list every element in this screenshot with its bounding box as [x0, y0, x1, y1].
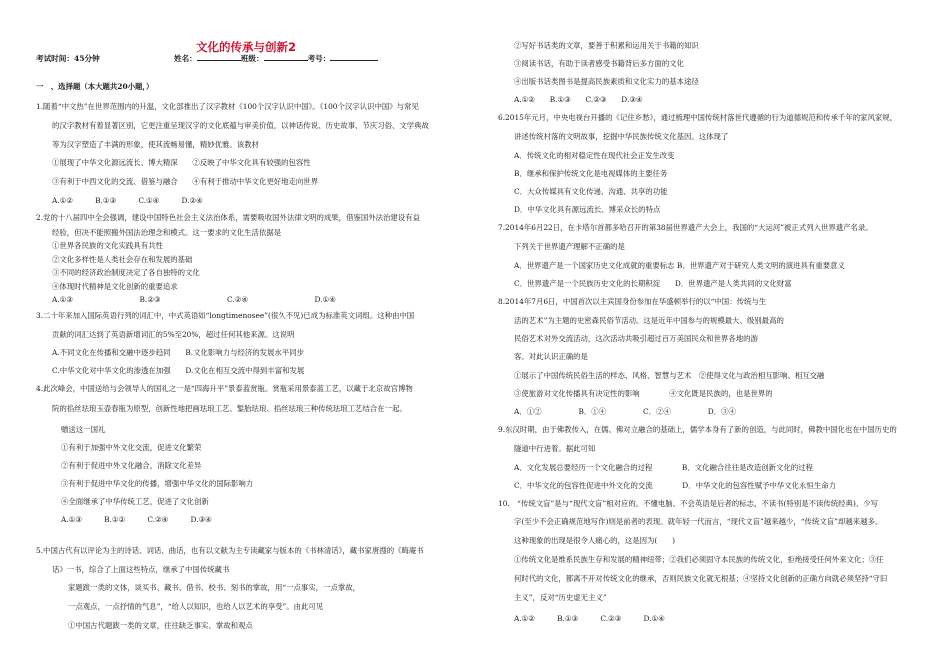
q4-statement-4: ④全面继承了中华传统工艺，促进了文化创新 [61, 497, 209, 506]
q8-stem-line1: 8.2014年7月6日，中国首次以主宾国身份参加在华盛顿举行的以“中国：传统与生 [498, 297, 767, 306]
q3-options-cd[interactable]: C.中华文化对中华文化的渗透在加强 D.文化在相互交流中得到丰富和发展 [52, 366, 305, 375]
q9-options-cd[interactable]: C．中华文化的包容性促进中外文化的交流 D．中华文化的包容性赋予中华文化永恒生命力 [514, 481, 836, 490]
q10-stem-line2: 字(至少不会正确规范地写作)则是前者的表现。就年轻一代而言，“现代文盲”越来越少，“传统文盲”却越来越多。 [514, 517, 883, 526]
q5-statement-1: ①中国古代题跋一类的文章，往往缺乏事实、掌故和观点 [68, 621, 253, 630]
student-info-row [174, 53, 378, 64]
class-blank[interactable] [264, 53, 308, 61]
q2-statement-2: ②文化多样性是人类社会存在和发展的基础 [52, 255, 193, 264]
q5-stem-line1: 5.中国古代有以评论为主的诗话、词话、曲话，也有以文献为主专读藏家与版本的《书林清话》，藏书家唐搜的《晦庵书 [36, 546, 424, 555]
q10-statements-line1: ①传统文化是维系民族生存和发展的精神纽带；②我们必须固守本民族的传统文化，拒绝接受任何外来文化；③任 [514, 555, 884, 564]
page-title: 文化的传承与创新2 [196, 40, 297, 54]
q6-stem-line1: 6.2015年元月，中央电视台开播的《记住乡愁》，通过梳理中国传统村落世代遵循的行为道德规范和传承千年的家风家规， [498, 113, 898, 122]
section-heading: 一 、选择题（本大题共20小题，） [36, 82, 154, 91]
number-label: 考号： [307, 54, 331, 63]
q2-statement-1: ①世界各民族的文化实践具有共性 [52, 241, 163, 250]
number-blank[interactable] [330, 53, 378, 61]
q5-stem-line3: 家题跋一类的文体，谈买书、藏书、借书、校书、刻书的掌故，用“一点事实，一点掌故， [68, 583, 361, 592]
name-blank[interactable] [197, 53, 241, 61]
class-label: 班级： [240, 54, 264, 63]
q5-statement-2: ②写好书话类的文章，要善于积累和运用关于书籍的知识 [514, 41, 699, 50]
q4-stem-line3: 赠送这一国礼 [61, 425, 106, 434]
q5-stem-line2: 话》一书，综合了上面这些特点，继承了中国传统藏书 [52, 565, 230, 574]
q5-statement-3: ③阅读书话，有助于读者感受书籍背后多方面的文化 [514, 59, 684, 68]
q8-statements-34: ③使旅游对文化传播具有决定性的影响 ④文化既是民族的，也是世界的 [514, 389, 773, 398]
q5-options[interactable]: A.①② B.①③ C.②③ D.③④ [514, 95, 643, 104]
q2-statement-3: ③不同的经济政治制度决定了各自独特的文化 [52, 268, 200, 277]
q7-options-ab[interactable]: A．世界遗产是一个国家历史文化成就的重要标志 B．世界遗产对于研究人类文明的演进具有重要意义 [514, 261, 845, 270]
q9-stem-line1: 9.东汉时期，由于佛教传入，在儒、佛对立融合的基础上，儒学本身有了新的创造，与此同时，佛教中国化也在中国历史的 [498, 425, 897, 434]
q3-options-ab[interactable]: A.不同文化在传播和交融中逐步趋同 B.文化影响力与经济的发展水平同步 [52, 348, 304, 357]
q8-statements-12: ①展示了中国传统民俗生活的样态、风格、智慧与艺术 ②使得文化与政治相互影响、相互交融 [514, 371, 825, 380]
name-label: 姓名： [174, 54, 197, 63]
q3-stem-line1: 3.二十年来加入国际英语行列的词汇中，中式英语如“longtimenosee”(很久不见)已成为标准英文词组。这种由中国 [36, 311, 415, 320]
q2-stem-line2: 经验，但决不能照搬外国法治理念和模式。这一要求的文化生活依据是 [52, 228, 282, 237]
q5-stem-line4: 一点观点，一点抒情的气息”，“给人以知识，也给人以艺术的享受”。由此可见 [68, 602, 324, 611]
q1-stem-line2: 的汉字教材有着显著区别，它更注重呈现汉字的文化底蕴与审美价值，以神话传说、历史故事、节庆习俗、文学典故 [52, 121, 429, 130]
q1-stem-line3: 等为汉字塑造了丰满的形象，使其流畅易懂，精妙优雅。该教材 [52, 140, 259, 149]
q10-statements-line3: 主义”，反对“历史虚无主义” [514, 593, 607, 602]
q4-options[interactable]: A.①③ B.①② C.②④ D.③④ [61, 515, 212, 524]
q9-options-ab[interactable]: A．文化发展总要经历一个文化融合的过程 B．文化融合往往是改造创新文化的过程 [514, 463, 814, 472]
q3-stem-line2: 贡献的词汇达到了英语新增词汇的5%至20%，超过任何其他来源。这说明 [52, 330, 295, 339]
q1-stem-line1: 1.随着“中文热”在世界范围内的升温，文化部推出了汉字教材《100个汉字认识中国》。《100个汉字认识中国》与常见 [36, 102, 419, 111]
q8-options[interactable]: A．①② B．①④ C．②④ D．③④ [514, 407, 736, 416]
q10-options[interactable]: A.①② B.①③ C.②③ D.①④ [514, 614, 665, 623]
q7-stem-line2: 下列关于世界遗产理解不正确的是 [514, 242, 625, 251]
exam-time-label: 考试时间：45分钟 [36, 54, 100, 63]
q2-stem-line1: 2.党的十八届四中全会强调，建设中国特色社会主义法治体系，需要吸收国外法律文明的成果，借鉴国外法治建设有益 [36, 213, 420, 222]
q6-option-c[interactable]: C．大众传媒具有文化传递、沟通、共享的功能 [514, 187, 668, 196]
q8-stem-line3: 民俗艺术对外交流活动，这次活动共吸引超过百万美国民众和世界各地的游 [514, 334, 758, 343]
q6-option-b[interactable]: B．继承和保护传统文化是电视媒体的主要任务 [514, 169, 668, 178]
q6-option-a[interactable]: A．传统文化的相对稳定性在现代社会正发生改变 [514, 151, 675, 160]
q4-statement-1: ①有利于加强中外文化交流，促进文化繁荣 [61, 443, 202, 452]
q10-stem-line3: 这种现象的出现是很令人痛心的，这是因为( ) [514, 536, 675, 545]
q4-stem-line2: 院的掐丝珐琅玉壶春瓶为原型，创新性地把画珐琅工艺、錾胎珐琅、掐丝珐琅三种传统珐琅工艺结合在一起。 [52, 404, 407, 413]
q6-option-d[interactable]: D．中华文化具有源远流长、博采众长的特点 [514, 205, 661, 214]
q8-stem-line4: 客。对此认识正确的是 [514, 352, 588, 361]
q2-statement-4: ④体现时代精神是文化创新的重要追求 [52, 282, 178, 291]
q1-statements-34: ③有利于中西文化的交流、借鉴与融合 ④有利于推动中华文化更好地走向世界 [52, 177, 319, 186]
q1-statements-12: ①展现了中华文化源远流长、博大精深 ②反映了中华文化具有较强的包容性 [52, 158, 311, 167]
q10-stem-line1: 10. “传统文盲”是与“现代文盲”相对应的。不懂电脑、不会英语是后者的标志，不读书(特别是不读传统经典)、少写 [498, 499, 878, 508]
q2-options[interactable]: A.①③ B.②③ C.②④ D.①④ [52, 295, 336, 304]
q10-statements-line2: 何时代的文化，都离不开对传统文化的继承，否则民族文化就无根基；④坚持文化创新的正确方向就必须坚持“守旧 [514, 574, 888, 583]
q4-statement-2: ②有利于促进中外文化融合，消除文化差异 [61, 461, 202, 470]
q4-stem-line1: 4.此次峰会，中国送给与会领导人的国礼之一是“四海升平”景泰蓝赏瓶。赏瓶采用景泰蓝工艺，以藏于北京故宫博物 [36, 384, 413, 393]
q7-stem-line1: 7.2014年6月22日，在卡塔尔首都多哈召开的第38届世界遗产大会上，我国的“大运河”被正式列入世界遗产名录。 [498, 223, 873, 232]
q9-stem-line2: 隧道中行进着。据此可知 [514, 444, 596, 453]
q1-options[interactable]: A.①② B.①③ C.①④ D.②④ [52, 196, 203, 205]
q7-options-cd[interactable]: C．世界遗产是一个民族历史文化的长期积淀 D．世界遗产是人类共同的文化财富 [514, 279, 792, 288]
q6-stem-line2: 讲述传统村落的文明故事，挖掘中华民族传统文化基因。这体现了 [514, 132, 729, 141]
q4-statement-3: ③有利于促进中华文化的传播，增强中华文化的国际影响力 [61, 479, 254, 488]
q8-stem-line2: 活的艺术”为主题的史密森民俗节活动。这是近年中国参与的规模最大、级别最高的 [514, 316, 784, 325]
q5-statement-4: ④出版书话类图书是提高民族素质和文化实力的基本途径 [514, 77, 699, 86]
